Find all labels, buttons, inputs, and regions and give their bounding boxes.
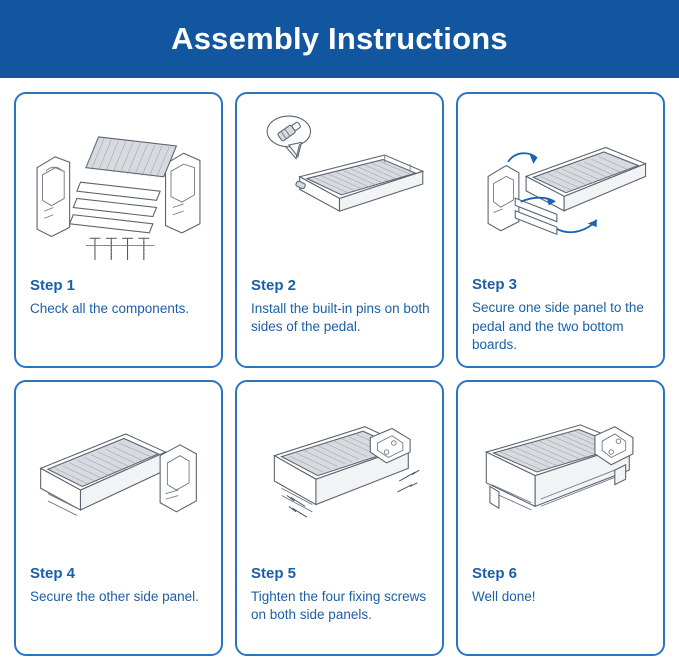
step-card-5 — [235, 380, 444, 656]
step-3-description: Secure one side panel to the pedal and the two bottom boards. — [472, 300, 644, 352]
step-6-illustration — [470, 390, 651, 563]
step-card-3 — [456, 92, 665, 368]
step-4-label: Step 4 — [30, 565, 76, 582]
step-card-2 — [235, 92, 444, 368]
page-title: Assembly Instructions — [171, 21, 508, 56]
step-4-illustration — [28, 390, 209, 563]
page-header — [0, 0, 679, 78]
step-2-illustration — [249, 102, 430, 275]
step-2-label: Step 2 — [251, 277, 297, 294]
step-1-label: Step 1 — [30, 277, 76, 294]
step-4-description: Secure the other side panel. — [30, 589, 199, 604]
step-6-label: Step 6 — [472, 565, 518, 582]
step-1-illustration — [28, 102, 209, 275]
step-5-illustration — [249, 390, 430, 563]
step-5-description: Tighten the four fixing screws on both side panels. — [251, 589, 427, 623]
step-5-label: Step 5 — [251, 565, 297, 582]
step-card-1 — [14, 92, 223, 368]
steps-grid — [0, 78, 679, 666]
step-card-4 — [14, 380, 223, 656]
step-2-description: Install the built-in pins on both sides of the pedal. — [251, 301, 430, 335]
step-card-6 — [456, 380, 665, 656]
step-1-description: Check all the components. — [30, 301, 190, 316]
step-6-description: Well done! — [472, 589, 536, 604]
step-3-illustration — [470, 102, 651, 274]
step-3-label: Step 3 — [472, 276, 518, 294]
